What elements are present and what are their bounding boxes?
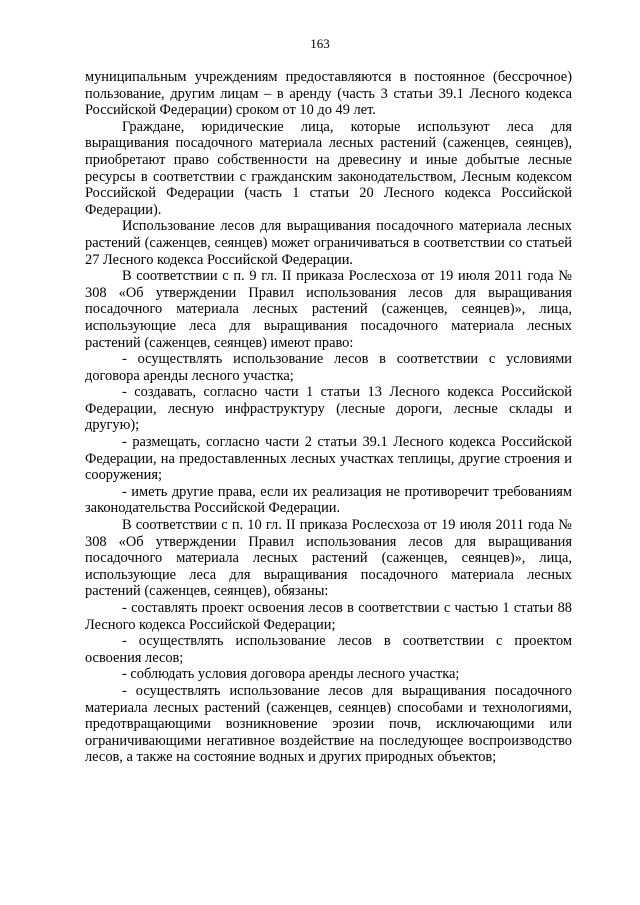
list-item-duty-erosion-prevention: - осуществлять использование лесов для выращивания посадочного материала лесных растений (саженцев, сеянцев) способами и технологиями, предотвращающими возникновение эрозии почв, исключающими или ограничивающими негативное воздействие на последующее воспроизводство лесов, а также на состояние водных и других природных объектов; <box>85 682 572 766</box>
paragraph-lease-terms: муниципальным учреждениям предоставляются в постоянное (бессрочное) пользование, другим лицам – в аренду (часть 3 статьи 39.1 Лесного кодекса Российской Федерации) сроком от 10 до 49 лет. <box>85 69 572 119</box>
paragraph-use-restrictions: Использование лесов для выращивания посадочного материала лесных растений (саженцев, сеянцев) может ограничиваться в соответствии со статьей 27 Лесного кодекса Российской Федерации. <box>85 218 572 268</box>
list-item-right-lease-use: - осуществлять использование лесов в соответствии с условиями договора аренды лесного участка; <box>85 351 572 384</box>
paragraph-obligations-intro: В соответствии с п. 10 гл. II приказа Рослесхоза от 19 июля 2011 года № 308 «Об утверждении Правил использования лесов для выращивания посадочного материала лесных растений (саженцев, сеянцев)», лица, использующие леса для выращивания посадочного материала лесных растений (саженцев, сеянцев), обязаны: <box>85 517 572 600</box>
list-item-duty-lease-conditions: - соблюдать условия договора аренды лесного участка; <box>122 666 460 683</box>
list-item-right-other: - иметь другие права, если их реализация не противоречит требованиям законодательства Российской Федерации. <box>85 483 572 517</box>
paragraph-rights-intro: В соответствии с п. 9 гл. II приказа Рослесхоза от 19 июля 2011 года № 308 «Об утверждении Правил использования лесов для выращивания посадочного материала лесных растений (саженцев, сеянцев)», лица, использующие леса для выращивания посадочного материала лесных растений (саженцев, сеянцев) имеют право: <box>85 268 572 351</box>
list-item-right-greenhouses: - размещать, согласно части 2 статьи 39.1 Лесного кодекса Российской Федерации, на предоставленных лесных участках теплицы, другие строения и сооружения; <box>85 434 572 484</box>
page-number: 163 <box>310 36 330 51</box>
document-body <box>85 69 572 766</box>
list-item-duty-follow-project: - осуществлять использование лесов в соответствии с проектом освоения лесов; <box>85 633 572 666</box>
list-item-duty-project: - составлять проект освоения лесов в соответствии с частью 1 статьи 88 Лесного кодекса Российской Федерации; <box>85 600 572 633</box>
paragraph-ownership-rights: Граждане, юридические лица, которые используют леса для выращивания посадочного материала лесных растений (саженцев, сеянцев), приобретают право собственности на древесину и иные добытые лесные ресурсы в соответствии с гражданским законодательством, Лесным кодексом Российской Федерации (часть 1 статьи 20 Лесного кодекса Российской Федерации). <box>85 118 572 218</box>
list-item-right-infrastructure: - создавать, согласно части 1 статьи 13 Лесного кодекса Российской Федерации, лесную инфраструктуру (лесные дороги, лесные склады и другую); <box>85 384 572 434</box>
